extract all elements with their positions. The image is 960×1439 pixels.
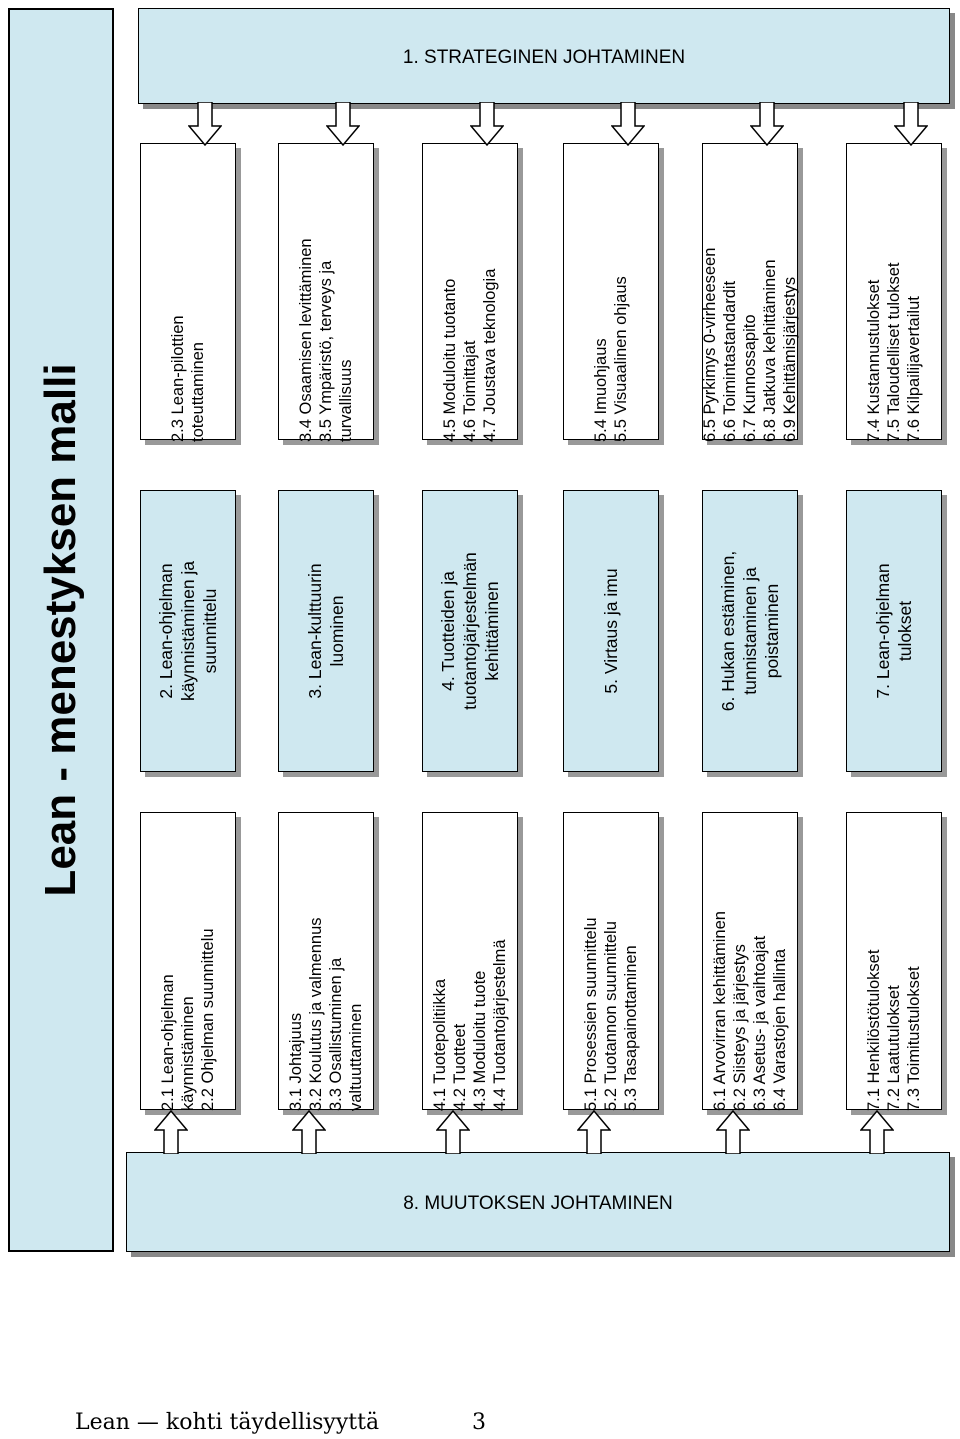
right-line: 3.5 Ympäristö, terveys ja [317,260,335,442]
strategic-down-arrow-icon [750,102,784,146]
change-up-arrow-icon [577,1110,611,1154]
left-line: 5.1 Prosessien suunnittelu [582,917,600,1111]
right-line: 7.4 Kustannustulokset [865,279,883,442]
left-line: 2.2 Ohjelman suunnittelu [199,928,217,1111]
right-text [864,142,924,442]
right-text [700,142,800,442]
right-line: turvallisuus [337,358,355,442]
sub-items-right-box [846,143,942,440]
right-line: 3.4 Osaamisen levittäminen [297,237,315,442]
main-area-box [140,490,236,772]
center-line: 3. Lean-kulttuurin [305,563,325,699]
right-line: 6.8 Jatkuva kehittäminen [761,258,779,442]
center-line: 6. Hukan estäminen, [718,550,738,712]
center-text [304,511,348,751]
center-text [872,511,916,751]
left-line: 5.2 Tuotannon suunnittelu [602,921,620,1111]
left-line: 7.1 Henkilöstötulokset [865,949,883,1111]
sub-items-left-box [563,812,659,1110]
left-line: 6.4 Varastojen hallinta [771,948,789,1111]
left-line: valtuuttaminen [347,1003,365,1111]
center-line: kehittäminen [482,581,502,681]
center-text [155,511,221,751]
left-text [430,811,510,1111]
left-line: 6.2 Siisteys ja järjestys [731,944,749,1111]
left-line: 6.3 Asetus- ja vaihtoajat [751,935,769,1111]
left-line: 2.1 Lean-ohjelman [159,974,177,1111]
center-line: 4. Tuotteiden ja [438,571,458,691]
center-line: suunnittelu [200,588,220,674]
left-text [286,811,366,1111]
change-up-arrow-icon [860,1110,894,1154]
sub-items-right-box [702,143,798,440]
right-line: 4.7 Joustava teknologia [481,268,499,442]
change-management-band [126,1152,950,1252]
left-line: 5.3 Tasapainottaminen [622,945,640,1111]
change-up-arrow-icon [716,1110,750,1154]
change-up-arrow-icon [154,1110,188,1154]
center-line: luominen [327,595,347,667]
left-line: 4.1 Tuotepolitiikka [431,978,449,1111]
change-up-arrow-icon [292,1110,326,1154]
center-text [600,511,622,751]
center-line: tulokset [895,600,915,662]
left-line: 7.2 Laatutulokset [885,985,903,1111]
sub-items-right-box [278,143,374,440]
strategic-down-arrow-icon [894,102,928,146]
center-line: 7. Lean-ohjelman [873,563,893,699]
title-panel [8,8,114,1252]
right-line: 4.6 Toimittajat [461,340,479,442]
right-text [440,142,500,442]
sub-items-left-box [702,812,798,1110]
strategic-down-arrow-icon [188,102,222,146]
sub-items-right-box [422,143,518,440]
right-line: 5.5 Visuaalinen ohjaus [612,275,630,442]
right-line: toteuttaminen [189,341,207,442]
main-area-box [422,490,518,772]
strategic-down-arrow-icon [611,102,645,146]
change-management-label: 8. MUUTOKSEN JOHTAMINEN [403,1193,673,1214]
center-text [437,511,503,751]
center-text [717,511,783,751]
center-line: tuotantojärjestelmän [460,552,480,710]
left-text [710,811,790,1111]
right-line: 2.3 Lean-pilottien [169,314,187,442]
sub-items-right-box [140,143,236,440]
strategic-management-label: 1. STRATEGINEN JOHTAMINEN [402,47,686,68]
right-text [296,142,356,442]
left-text [581,811,641,1111]
sub-items-left-box [278,812,374,1110]
strategic-down-arrow-icon [470,102,504,146]
right-line: 7.5 Taloudelliset tulokset [885,262,903,442]
left-line: 3.3 Osallistuminen ja [327,957,345,1111]
page-number: 3 [472,1410,486,1435]
center-line: 5. Virtaus ja imu [601,568,621,694]
right-line: 6.7 Kunnossapito [741,313,759,442]
left-line: 4.3 Moduloitu tuote [471,970,489,1111]
main-area-box [702,490,798,772]
right-line: 6.9 Kehittämisjärjestys [781,276,799,442]
right-text [591,142,631,442]
center-line: 2. Lean-ohjelman [156,563,176,699]
main-area-box [563,490,659,772]
right-line: 7.6 Kilpailijavertailut [905,295,923,442]
left-text [158,811,218,1111]
sub-items-left-box [422,812,518,1110]
sub-items-left-box [846,812,942,1110]
page-title: Lean - menestyksen malli [36,363,85,897]
right-line: 6.6 Toimintastandardit [721,280,739,442]
left-line: 4.2 Tuotteet [451,1023,469,1111]
left-line: käynnistäminen [179,996,197,1111]
sub-items-left-box [140,812,236,1110]
left-line: 7.3 Toimitustulokset [905,966,923,1111]
main-area-box [278,490,374,772]
right-text [168,142,208,442]
left-line: 3.2 Koulutus ja valmennus [307,917,325,1111]
center-line: tunnistaminen ja [740,567,760,695]
right-line: 5.4 Imuohjaus [592,337,610,442]
center-line: käynnistäminen ja [178,560,198,702]
strategic-management-band [138,8,950,104]
right-line: 6.5 Pyrkimys 0-virheeseen [701,247,719,442]
footer-text: Lean — kohti täydellisyyttä [75,1410,380,1435]
left-line: 4.4 Tuotantojärjestelmä [491,939,509,1111]
left-text [864,811,924,1111]
center-line: poistaminen [762,583,782,679]
strategic-down-arrow-icon [326,102,360,146]
left-line: 3.1 Johtajuus [287,1012,305,1111]
main-area-box [846,490,942,772]
change-up-arrow-icon [436,1110,470,1154]
left-line: 6.1 Arvovirran kehittäminen [711,911,729,1111]
right-line: 4.5 Moduloitu tuotanto [441,278,459,442]
sub-items-right-box [563,143,659,440]
